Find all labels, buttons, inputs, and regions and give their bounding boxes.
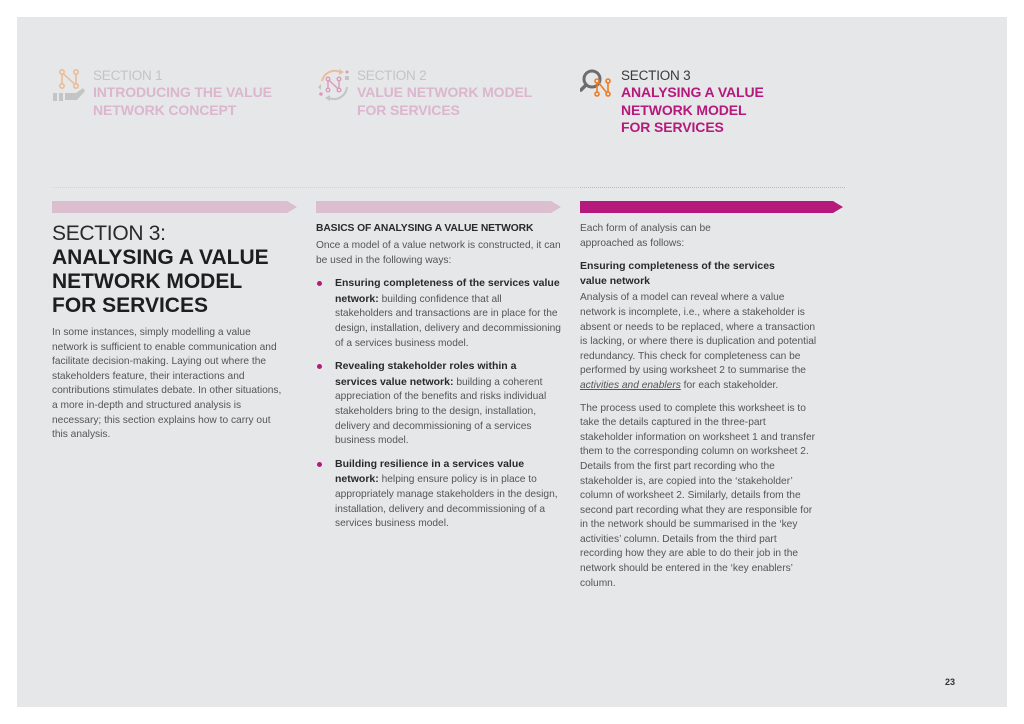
uses-list	[316, 276, 561, 532]
nav-section-label: SECTION 3	[621, 68, 691, 83]
intro-paragraph: In some instances, simply modelling a value network is sufficient to enable communication and facilitate decision-making. Laying out where the stakeholders feature, their interactions and contributions stimulates debate. In other situations, a more in-depth and structured analysis is necessary; this section explains how to carry out this analysis.	[52, 327, 282, 441]
paragraph-text: Analysis of a model can reveal where a value network is incomplete, i.e., where a stakeholder is absent or needs to be replaced, where a transaction is lacking, or where there is duplication and potential redundancy. This check for completeness can be performed by using worksheet 2 to summarise the	[580, 292, 817, 377]
section-label: SECTION 3:	[52, 222, 166, 245]
page-number: 23	[944, 677, 955, 687]
completeness-subheading: Ensuring completeness of the services value network	[580, 260, 775, 287]
paragraph-text: for each stakeholder.	[680, 379, 779, 391]
bullet-icon	[317, 462, 322, 467]
list-item	[316, 359, 561, 449]
completeness-paragraph	[580, 291, 820, 393]
page-title	[52, 246, 287, 318]
nav-section-label: SECTION 1	[93, 68, 163, 83]
basics-column	[316, 222, 561, 540]
bullet-icon	[317, 281, 322, 286]
bullet-text: building a coherent appreciation of the benefits and risks individual stakeholders bring to the design, installation, delivery and decommissioning of a services business model.	[335, 376, 547, 447]
analysis-intro: Each form of analysis can be approached as follows:	[580, 223, 711, 249]
basics-lead: Once a model of a value network is constructed, it can be used in the following ways:	[316, 240, 561, 266]
bullet-title: Ensuring completeness of the services value network:	[335, 277, 560, 305]
divider	[316, 187, 581, 188]
basics-heading: BASICS OF ANALYSING A VALUE NETWORK	[316, 223, 534, 234]
bullet-text: helping ensure policy is in place to appropriately manage stakeholders in the design, installation, delivery and decommissioning of a services business model.	[335, 474, 558, 530]
nav-title-line: VALUE NETWORK MODEL	[357, 84, 533, 100]
bullet-text: building confidence that all stakeholders and transactions are in place for the design, installation, delivery and decommissioning of a services business model.	[335, 293, 561, 349]
analysis-column	[580, 222, 820, 599]
activities-enablers-link[interactable]: activities and enablers	[580, 379, 681, 391]
process-paragraph: The process used to complete this worksheet is to take the details captured in the three-part stakeholder information on worksheet 1 and transfer them to the corresponding column on worksheet 2. Details from the first part recording who the stakeholder is, are copied into the ‘stakeholder’ column of worksheet 2. Similarly, details from the second part recording what they are responsible for in the network should be summarised in the ‘key activities’ column. Details from the third part recording how they are able to do their job in the network should be entered in the ‘key enablers’ column.	[580, 402, 816, 589]
nav-section-title	[93, 84, 308, 119]
nav-section-label: SECTION 2	[357, 68, 427, 83]
nav-section-title	[621, 84, 836, 137]
divider	[580, 187, 845, 188]
progress-arrow	[52, 201, 297, 213]
network-hand-icon	[52, 67, 86, 101]
section-intro-column	[52, 222, 287, 443]
title-line: NETWORK MODEL	[52, 270, 243, 293]
document-page	[17, 17, 1007, 707]
list-item	[316, 457, 561, 532]
progress-arrow	[580, 201, 825, 213]
network-cycle-icon	[316, 67, 350, 101]
title-line: FOR SERVICES	[52, 294, 208, 317]
nav-title-line: INTRODUCING THE VALUE	[93, 84, 272, 100]
bullet-icon	[317, 364, 322, 369]
nav-title-line: FOR SERVICES	[621, 119, 724, 135]
nav-title-line: ANALYSING A VALUE	[621, 84, 764, 100]
network-magnifier-icon	[580, 67, 614, 101]
divider	[52, 187, 317, 188]
nav-title-line: FOR SERVICES	[357, 101, 460, 118]
nav-section-title	[357, 84, 572, 119]
list-item	[316, 276, 561, 351]
bullet-title: Revealing stakeholder roles within a services value network:	[335, 360, 517, 388]
progress-arrow	[316, 201, 561, 213]
nav-title-line: NETWORK CONCEPT	[93, 101, 237, 118]
bullet-title: Building resilience in a services value network:	[335, 457, 525, 486]
title-line: ANALYSING A VALUE	[52, 246, 269, 269]
nav-title-line: NETWORK MODEL	[621, 101, 747, 118]
